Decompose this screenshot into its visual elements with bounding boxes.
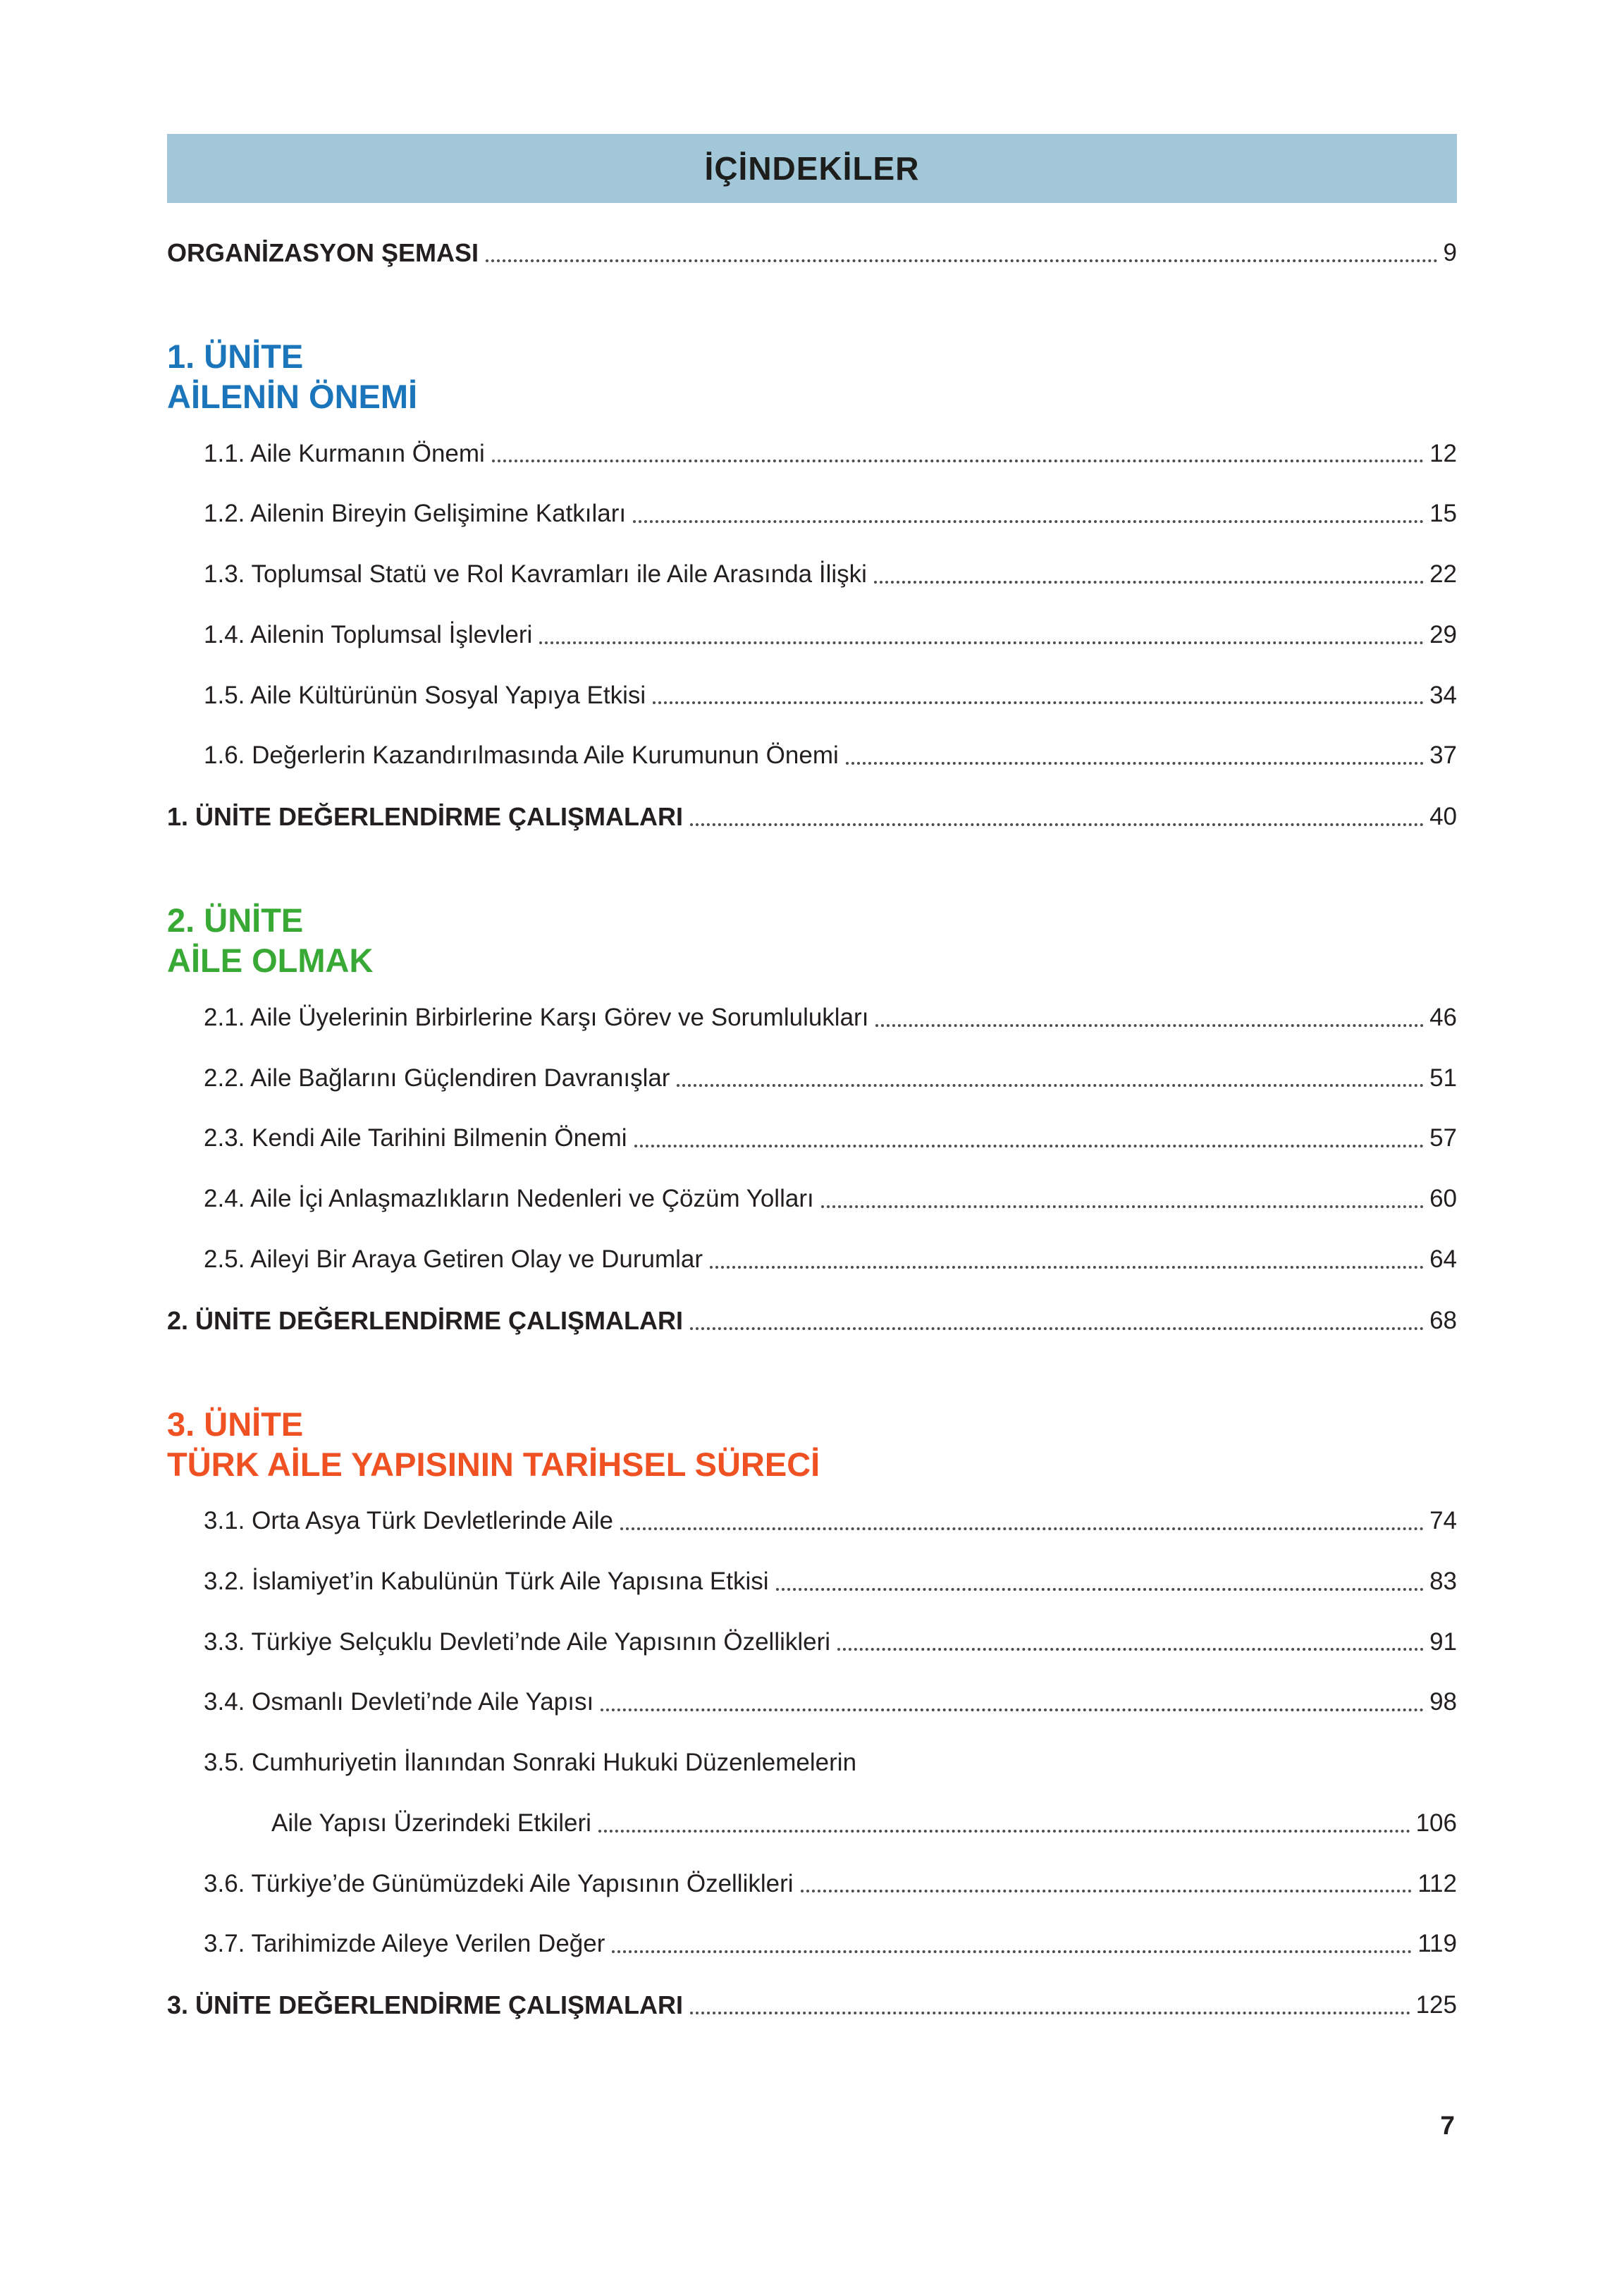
dot-leader — [634, 1145, 1425, 1147]
toc-entry-page: 91 — [1429, 1627, 1457, 1656]
dot-leader — [874, 581, 1424, 584]
toc-entry-label: 3.4. Osmanlı Devleti’nde Aile Yapısı — [204, 1688, 594, 1716]
unit-title: AİLE OLMAK — [167, 942, 374, 980]
toc-entry-label: 3. ÜNİTE DEĞERLENDİRME ÇALIŞMALARI — [167, 1990, 684, 2020]
toc-entry-label: 1.3. Toplumsal Statü ve Rol Kavramları ile Aile Arasında İlişki — [204, 560, 867, 589]
toc-entry-page: 40 — [1429, 803, 1457, 831]
dot-leader — [690, 2012, 1410, 2014]
contents-header-bar — [167, 134, 1457, 203]
dot-leader — [875, 1024, 1424, 1027]
dot-leader — [486, 259, 1437, 262]
toc-entry-label: 3.6. Türkiye’de Günümüzdeki Aile Yapısının Özellikleri — [204, 1869, 794, 1897]
toc-entry-page: 46 — [1429, 1003, 1457, 1031]
dot-leader — [801, 1890, 1413, 1892]
toc-entry — [204, 620, 1457, 651]
dot-leader — [492, 460, 1424, 462]
toc-entry-label: 1.4. Ailenin Toplumsal İşlevleri — [204, 620, 533, 648]
unit-evaluation-entry — [167, 1305, 1457, 1336]
toc-entry-page: 51 — [1429, 1064, 1457, 1092]
toc-entry — [204, 1002, 1457, 1033]
toc-entry-label: 1.6. Değerlerin Kazandırılmasında Aile Kurumunun Önemi — [204, 741, 839, 770]
toc-entry-page: 83 — [1429, 1567, 1457, 1595]
toc-entry-label: 3.3. Türkiye Selçuklu Devleti’nde Aile Yapısının Özellikleri — [204, 1627, 831, 1656]
dot-leader — [598, 1830, 1410, 1833]
toc-entry-page: 37 — [1429, 741, 1457, 770]
toc-entry-label: 3.7. Tarihimizde Aileye Verilen Değer — [204, 1930, 605, 1958]
toc-entry-label: 2.5. Aileyi Bir Araya Getiren Olay ve Durumlar — [204, 1245, 703, 1273]
toc-entry-page: 112 — [1417, 1869, 1457, 1897]
unit-number: 2. ÜNİTE — [167, 901, 304, 940]
toc-entry-label: 2.4. Aile İçi Anlaşmazlıkların Nedenleri ve Çözüm Yolları — [204, 1185, 814, 1213]
toc-entry-label: 3.1. Orta Asya Türk Devletlerinde Aile — [204, 1507, 614, 1535]
toc-entry-page: 119 — [1417, 1930, 1457, 1958]
toc-entry-label: 3.5. Cumhuriyetin İlanından Sonraki Hukuki Düzenlemelerin — [204, 1749, 857, 1777]
toc-entry-label: 1. ÜNİTE DEĞERLENDİRME ÇALIŞMALARI — [167, 802, 684, 832]
unit-evaluation-entry — [167, 801, 1457, 832]
toc-entry-label: 1.2. Ailenin Bireyin Gelişimine Katkıları — [204, 500, 627, 528]
toc-entry-organization — [167, 237, 1457, 269]
toc-entry-page: 12 — [1429, 439, 1457, 467]
toc-entry-page: 29 — [1429, 620, 1457, 648]
toc-entry-page: 9 — [1443, 239, 1457, 267]
toc-entry — [204, 438, 1457, 469]
toc-entry-label: 3.2. İslamiyet’in Kabulünün Türk Aile Yapısına Etkisi — [204, 1567, 769, 1595]
toc-entry — [204, 740, 1457, 771]
dot-leader — [539, 641, 1424, 644]
toc-entry — [204, 1244, 1457, 1275]
unit-number: 3. ÜNİTE — [167, 1405, 304, 1443]
toc-entry-page: 98 — [1429, 1688, 1457, 1716]
dot-leader — [677, 1084, 1424, 1087]
toc-entry-page: 68 — [1429, 1306, 1457, 1334]
toc-entry-page: 106 — [1415, 1809, 1457, 1837]
toc-entry-page: 57 — [1429, 1124, 1457, 1152]
contents-title: İÇİNDEKİLER — [704, 150, 920, 187]
toc-entry-page: 64 — [1429, 1245, 1457, 1273]
dot-leader — [653, 701, 1424, 704]
toc-entry — [204, 1928, 1457, 1959]
unit-section-1 — [167, 336, 1457, 832]
toc-entry-label: Aile Yapısı Üzerindeki Etkileri — [271, 1809, 591, 1837]
toc-entry-page: 22 — [1429, 560, 1457, 589]
unit-evaluation-entry — [167, 1989, 1457, 2021]
dot-leader — [837, 1648, 1424, 1651]
unit-title: AİLENİN ÖNEMİ — [167, 378, 418, 416]
toc-entry — [204, 1123, 1457, 1154]
dot-leader — [690, 823, 1424, 826]
toc-entry — [204, 1063, 1457, 1094]
unit-number: 1. ÜNİTE — [167, 338, 304, 375]
dot-leader — [601, 1709, 1424, 1711]
toc-entry — [204, 1506, 1457, 1537]
toc-entry — [204, 1566, 1457, 1597]
toc-entry-page: 74 — [1429, 1507, 1457, 1535]
toc-entry-page: 34 — [1429, 681, 1457, 709]
toc-entry-label: 2.1. Aile Üyelerinin Birbirlerine Karşı Görev ve Sorumlulukları — [204, 1003, 869, 1031]
page-number: 7 — [1440, 2111, 1455, 2140]
unit-title: TÜRK AİLE YAPISININ TARİHSEL SÜRECİ — [167, 1445, 820, 1483]
toc-entry-label: 2. ÜNİTE DEĞERLENDİRME ÇALIŞMALARI — [167, 1305, 684, 1335]
toc-entry — [204, 1687, 1457, 1718]
toc-entry-wrap-first-line — [204, 1747, 1457, 1778]
dot-leader — [633, 520, 1424, 523]
unit-section-2 — [167, 900, 1457, 1336]
unit-section-3 — [167, 1404, 1457, 2021]
toc-entry — [204, 680, 1457, 711]
toc-entry-page: 15 — [1429, 500, 1457, 528]
toc-entry-label: 1.1. Aile Kurmanın Önemi — [204, 439, 485, 467]
toc-entry-page: 125 — [1415, 1991, 1457, 2019]
toc-entry — [204, 498, 1457, 529]
dot-leader — [710, 1266, 1424, 1269]
toc-entry — [204, 1869, 1457, 1900]
dot-leader — [612, 1950, 1412, 1953]
toc-entry-wrap-second-line — [204, 1808, 1457, 1839]
dot-leader — [690, 1327, 1424, 1330]
dot-leader — [620, 1527, 1424, 1530]
toc-entry-label: 2.2. Aile Bağlarını Güçlendiren Davranışlar — [204, 1064, 670, 1092]
dot-leader — [846, 762, 1424, 765]
toc-entry-page: 60 — [1429, 1185, 1457, 1213]
toc-entry-label: 2.3. Kendi Aile Tarihini Bilmenin Önemi — [204, 1124, 627, 1152]
dot-leader — [776, 1588, 1425, 1591]
dot-leader — [821, 1205, 1424, 1208]
toc-entry — [204, 559, 1457, 590]
toc-entry-label: 1.5. Aile Kültürünün Sosyal Yapıya Etkisi — [204, 681, 646, 709]
toc-entry — [204, 1183, 1457, 1214]
toc-entry-label: ORGANİZASYON ŞEMASI — [167, 238, 479, 267]
toc-entry — [204, 1627, 1457, 1658]
